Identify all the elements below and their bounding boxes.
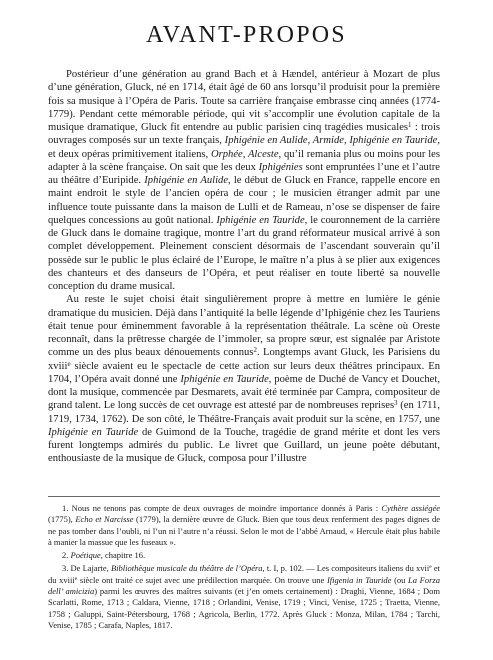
italic-title: Bibliothèque musicale du théâtre de l’Opéra [110,563,263,574]
text-run: , poème de Duché de Vancy et Douchet, dont la musique, commencée par Desmarets, avait été terminée par Campra, compositeur de grand talent. Le long succès de cet ouvrage est attesté par de nombreuses reprises [48,373,440,412]
note-marker: 1 [408,122,412,129]
page-title: AVANT-PROPOS [146,22,347,49]
text-run: sont empruntées l’une et l’autre au théâtre d’Euripide. [48,161,441,186]
note-marker: 3 [394,400,398,408]
footnote-text: ) parmi les œuvres des maîtres suivants (et j’en omets certainement) : Draghi, Vienne, 1684 ; Dom Scarlatti, Rome, 1713 ; Caldara, Vienne, 1718 ; Orlandini, Venise, 1719 ; Vinci, Venise, 1725 ; Traetta, Vienne, 1758 ; Galuppi, Saint-Pétersbourg, 1768 ; Agricola, Berlin, 1772. Après Gluck : Monza, Milan, 1784 ; Tarchi, Venise, 1785 ; Carafa, Naples, 1817. [48,586,440,630]
footnote-text: 3. De Lajarte, [62,563,111,574]
italic-title: Cythère assiégée [381,503,440,513]
footnote [48,550,440,561]
text-run: Postérieur d’une génération au grand Bach et à Hændel, antérieur à Mozart de plus d’une génération, Gluck, né en 1714, était âgé de 60 ans lorsqu’il produisit pour la première fois sa musique à l’Opéra de Paris. Toute sa carrière française embrasse cinq années (1774-1779). Pendant cette mémorable période, qui vit s’accomplir une évolution capitale de la musique dramatique, Gluck fit entendre au public parisien cinq tragédies musicales [48,69,440,133]
text-run: de Guimond de la Touche, tragédie de grand mérite et dont les vers furent longtemps admirés du public. Le livret que Guillard, un jeune poète débutant, enthousiaste de la musique de Gluck, composa pour l’illustre [48,426,440,465]
footnote-text: siècle ont traité ce sujet avec une prédilection marquée. On trouve une [77,574,327,585]
footnote-text: (1779), la dernière œuvre de Gluck. Bien que tous deux renferment des pages dignes de ne pas tomber dans l’oubli, ni l’un ni l’autre n’a réussi. Selon le mot de l’abbé Arnaud, « Hercule était plus habile à manier la massue que les fuseaux ». [48,514,440,547]
footnote-text: et du xviii [48,563,440,585]
text-run: , le couronnement de la carrière de Gluck dans le domaine tragique, montre l’art du grand réformateur musical arrivé à son complet développement. Pleinement conscient désormais de l’ascendant souverain qu’il possède sur le public le plus éclairé de l’Europe, le maître n’a plus à se plier aux exigences des chanteurs et des danseurs de l’Opéra, et peut réaliser en toute liberté sa nouvelle conception du drame musical. [48,214,440,292]
text-run: : trois ouvrages composés sur un texte français, [48,122,441,147]
footnote-text: 2. [62,550,71,561]
footnote-divider [48,496,440,497]
italic-title: Iphigénie en Tauride [180,373,269,385]
italic-title: Iphigénie en Tauride [216,214,305,226]
text-run: , et deux opéras primitivement italiens, [48,135,441,160]
footnote-text: , t. I, p. 102. — Les compositeurs italiens du xvii [262,563,430,574]
italic-title: Iphigénie en Aulide, Armide, Iphigénie en Tauride [224,135,438,147]
text-run: , le début de Gluck en France, rappelle encore en maint endroit le style de l’ancien opéra de cour ; le musicien étranger admit par une influence toute puissante dans la maison de Lulli et de Rameau, n’ose se dispenser de faire quelques concessions au goût national. [48,175,441,226]
italic-title: Iphigénies [258,161,303,173]
note-marker: 2 [253,347,257,355]
footnote-text: (1775), [48,514,76,525]
body-paragraph [48,68,440,293]
text-run: Au reste le sujet choisi était singulièrement propre à mettre en lumière le génie dramatique du musicien. Déjà dans l’antiquité la belle légende d’Iphigénie chez les Tauriens était tenue pour éminemment favorable à la représentation théâtrale. La scène où Oreste reconnaît, dans la prêtresse chargée de l’immoler, sa propre sœur, est signalée par Aristote comme un des plus beaux dénouements connus [48,294,440,359]
footnote [48,503,440,548]
body-text [48,68,440,466]
footnote [48,563,440,631]
footnote-text: , chapitre 16. [100,550,146,561]
italic-title: Ifigenia in Tauride [326,574,392,585]
italic-title: Iphigénie en Aulide [144,175,229,186]
body-paragraph [48,293,440,465]
text-run: . Longtemps avant Gluck, les Parisiens du xviii [48,347,440,372]
italic-title: Echo et Narcisse [75,514,134,525]
text-run: (en 1711, 1719, 1734, 1762). De son côté, le Théâtre-Français avait produit sur la scène, en 1757, une [48,400,440,425]
italic-title: Iphigénie en Tauride [48,426,139,438]
footnotes [48,503,440,633]
text-run: siècle avaient eu le spectacle de cette action sur leurs deux théâtres principaux. En 1704, l’Opéra avait donné une [48,360,440,385]
note-marker: e [74,575,78,582]
italic-title: La Forza dell’ amicizia [48,574,440,597]
text-run: , qu’il remania plus ou moins pour les adapter à la scène française. On sait que les deux [48,148,440,173]
italic-title: Poétique [70,550,101,561]
footnote-text: (ou [391,574,409,585]
note-marker: e [67,360,71,368]
note-marker: e [429,564,432,571]
italic-title: Orphée, Alceste [210,148,279,160]
footnote-text: 1. Nous ne tenons pas compte de deux ouvrages de moindre importance donnés à Paris : [62,503,382,513]
